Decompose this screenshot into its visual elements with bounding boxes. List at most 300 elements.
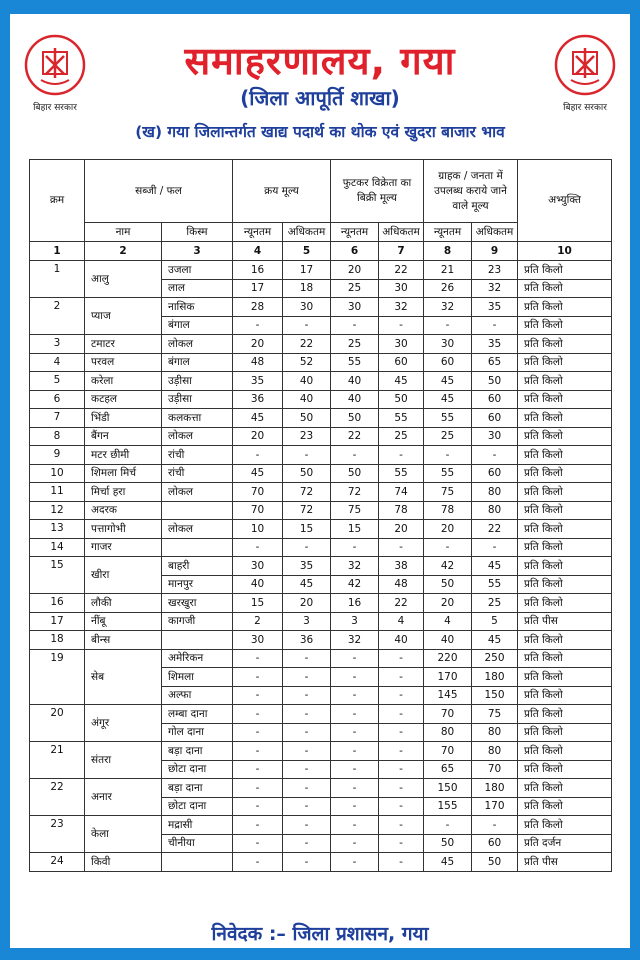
price-cell: 75	[472, 705, 518, 724]
variety-cell: मानपुर	[162, 575, 233, 594]
variety-cell: उजला	[162, 261, 233, 280]
emblem-caption: बिहार सरकार	[33, 103, 77, 113]
price-cell: -	[379, 760, 424, 779]
price-cell: 32	[331, 557, 379, 576]
price-cell: 40	[283, 372, 331, 391]
price-cell: 50	[424, 834, 472, 853]
price-cell: 32	[331, 631, 379, 650]
table-header-row	[30, 160, 612, 223]
price-cell: -	[331, 742, 379, 761]
price-cell: 48	[379, 575, 424, 594]
price-cell: 55	[379, 464, 424, 483]
price-cell: 50	[424, 575, 472, 594]
price-cell: 80	[472, 723, 518, 742]
table-body	[30, 261, 612, 872]
price-cell: -	[233, 705, 283, 724]
unit-cell: प्रति किलो	[518, 575, 612, 594]
col-name: नाम	[85, 223, 162, 242]
unit-cell: प्रति किलो	[518, 483, 612, 502]
price-cell: -	[472, 446, 518, 465]
col-max: अधिकतम	[283, 223, 331, 242]
table-row	[30, 353, 612, 372]
variety-cell	[162, 501, 233, 520]
price-cell: 30	[472, 427, 518, 446]
price-cell: -	[283, 668, 331, 687]
price-cell: 22	[283, 335, 331, 354]
price-cell: 50	[379, 390, 424, 409]
serial-cell: 11	[30, 483, 85, 502]
unit-cell: प्रति किलो	[518, 372, 612, 391]
serial-cell: 13	[30, 520, 85, 539]
price-cell: 42	[331, 575, 379, 594]
price-cell: 17	[283, 261, 331, 280]
price-cell: 35	[472, 335, 518, 354]
item-name-cell: नींबू	[85, 612, 162, 631]
unit-cell: प्रति पीस	[518, 853, 612, 872]
bihar-emblem-icon	[554, 34, 616, 96]
unit-cell: प्रति किलो	[518, 797, 612, 816]
unit-cell: प्रति किलो	[518, 594, 612, 613]
col-number: 8	[424, 242, 472, 261]
price-cell: 78	[379, 501, 424, 520]
unit-cell: प्रति किलो	[518, 279, 612, 298]
price-cell: 3	[283, 612, 331, 631]
col-number: 6	[331, 242, 379, 261]
price-cell: 45	[472, 557, 518, 576]
serial-cell: 17	[30, 612, 85, 631]
price-cell: 40	[283, 390, 331, 409]
price-cell: -	[283, 649, 331, 668]
page-subtitle: (जिला आपूर्ति शाखा)	[240, 86, 400, 110]
price-cell: -	[331, 316, 379, 335]
table-heading: (ख) गया जिलान्तर्गत खाद्य पदार्थ का थोक एवं खुदरा बाजार भाव	[135, 123, 505, 141]
table-row	[30, 742, 612, 761]
table-row	[30, 261, 612, 280]
price-cell: 70	[424, 705, 472, 724]
variety-cell	[162, 631, 233, 650]
price-cell: 28	[233, 298, 283, 317]
unit-cell: प्रति किलो	[518, 446, 612, 465]
serial-cell: 18	[30, 631, 85, 650]
unit-cell: प्रति किलो	[518, 335, 612, 354]
price-cell: -	[283, 686, 331, 705]
footer-note: निवेदक :– जिला प्रशासन, गया	[211, 923, 429, 945]
price-cell: 32	[379, 298, 424, 317]
price-cell: 180	[472, 668, 518, 687]
col-number: 10	[518, 242, 612, 261]
serial-cell: 10	[30, 464, 85, 483]
price-cell: -	[472, 538, 518, 557]
variety-cell	[162, 853, 233, 872]
price-cell: -	[331, 816, 379, 835]
price-cell: 45	[424, 853, 472, 872]
price-cell: 50	[283, 409, 331, 428]
price-cell: -	[379, 816, 424, 835]
price-cell: 70	[233, 483, 283, 502]
price-cell: -	[283, 742, 331, 761]
price-cell: 80	[472, 483, 518, 502]
price-cell: -	[233, 834, 283, 853]
price-cell: 16	[233, 261, 283, 280]
price-cell: 15	[233, 594, 283, 613]
price-cell: -	[233, 316, 283, 335]
price-cell: -	[283, 705, 331, 724]
price-cell: 50	[472, 372, 518, 391]
price-cell: -	[283, 316, 331, 335]
price-cell: -	[283, 834, 331, 853]
table-row	[30, 464, 612, 483]
item-name-cell: पत्तागोभी	[85, 520, 162, 539]
price-cell: 65	[472, 353, 518, 372]
serial-cell: 16	[30, 594, 85, 613]
price-cell: 50	[472, 853, 518, 872]
variety-cell: लम्बा दाना	[162, 705, 233, 724]
serial-cell: 21	[30, 742, 85, 779]
price-cell: 170	[424, 668, 472, 687]
col-min: न्यूनतम	[424, 223, 472, 242]
price-cell: -	[233, 649, 283, 668]
variety-cell: लोकल	[162, 335, 233, 354]
price-cell: 20	[379, 520, 424, 539]
price-cell: -	[472, 316, 518, 335]
price-cell: 35	[472, 298, 518, 317]
price-cell: -	[379, 705, 424, 724]
variety-cell: बंगाल	[162, 353, 233, 372]
col-consumer-price: ग्राहक / जनता में उपलब्ध कराये जाने वाले मूल्य	[424, 160, 518, 223]
price-cell: 20	[233, 335, 283, 354]
price-cell: 60	[472, 834, 518, 853]
price-cell: -	[233, 686, 283, 705]
price-cell: 30	[283, 298, 331, 317]
price-cell: -	[379, 853, 424, 872]
price-cell: -	[283, 760, 331, 779]
price-cell: 30	[379, 335, 424, 354]
variety-cell: मद्रासी	[162, 816, 233, 835]
unit-cell: प्रति किलो	[518, 427, 612, 446]
price-cell: 25	[379, 427, 424, 446]
price-cell: 150	[424, 779, 472, 798]
price-cell: 80	[472, 501, 518, 520]
price-cell: -	[233, 668, 283, 687]
unit-cell: प्रति किलो	[518, 298, 612, 317]
price-cell: 48	[233, 353, 283, 372]
serial-cell: 23	[30, 816, 85, 853]
serial-cell: 14	[30, 538, 85, 557]
price-cell: 155	[424, 797, 472, 816]
table-row	[30, 816, 612, 835]
price-cell: 80	[472, 742, 518, 761]
price-cell: 15	[331, 520, 379, 539]
unit-cell: प्रति किलो	[518, 649, 612, 668]
price-cell: 16	[331, 594, 379, 613]
variety-cell: अमेरिकन	[162, 649, 233, 668]
price-cell: -	[233, 797, 283, 816]
price-cell: 20	[233, 427, 283, 446]
price-cell: 75	[331, 501, 379, 520]
price-cell: -	[331, 723, 379, 742]
unit-cell: प्रति किलो	[518, 779, 612, 798]
variety-cell: लोकल	[162, 483, 233, 502]
price-cell: -	[331, 649, 379, 668]
variety-cell: उड़ीसा	[162, 390, 233, 409]
price-cell: 30	[233, 557, 283, 576]
price-cell: 4	[379, 612, 424, 631]
variety-cell: बड़ा दाना	[162, 742, 233, 761]
item-name-cell: भिंडी	[85, 409, 162, 428]
variety-cell: लोकल	[162, 427, 233, 446]
table-row	[30, 427, 612, 446]
variety-cell: अल्फा	[162, 686, 233, 705]
price-cell: 42	[424, 557, 472, 576]
item-name-cell: अनार	[85, 779, 162, 816]
variety-cell: छोटा दाना	[162, 760, 233, 779]
variety-cell: शिमला	[162, 668, 233, 687]
price-cell: -	[331, 668, 379, 687]
price-cell: -	[233, 742, 283, 761]
table-row	[30, 612, 612, 631]
unit-cell: प्रति दर्जन	[518, 834, 612, 853]
price-cell: -	[233, 853, 283, 872]
item-name-cell: लौकी	[85, 594, 162, 613]
unit-cell: प्रति किलो	[518, 760, 612, 779]
col-number: 2	[85, 242, 162, 261]
item-name-cell: अंगूर	[85, 705, 162, 742]
serial-cell: 7	[30, 409, 85, 428]
col-number: 5	[283, 242, 331, 261]
table-row	[30, 538, 612, 557]
item-name-cell: बैंगन	[85, 427, 162, 446]
item-name-cell: परवल	[85, 353, 162, 372]
price-cell: -	[283, 723, 331, 742]
price-cell: 50	[331, 464, 379, 483]
price-cell: -	[331, 538, 379, 557]
serial-cell: 5	[30, 372, 85, 391]
price-cell: 38	[379, 557, 424, 576]
page-header	[10, 14, 630, 154]
price-cell: 25	[331, 335, 379, 354]
price-cell: 30	[331, 298, 379, 317]
item-name-cell: अदरक	[85, 501, 162, 520]
price-cell: -	[283, 853, 331, 872]
price-cell: 50	[331, 409, 379, 428]
price-cell: 40	[379, 631, 424, 650]
col-number: 9	[472, 242, 518, 261]
col-purchase-price: क्रय मूल्य	[233, 160, 331, 223]
price-cell: -	[379, 834, 424, 853]
price-cell: 75	[424, 483, 472, 502]
price-cell: 22	[379, 261, 424, 280]
price-cell: 20	[283, 594, 331, 613]
price-cell: 30	[233, 631, 283, 650]
unit-cell: प्रति किलो	[518, 316, 612, 335]
price-cell: -	[424, 446, 472, 465]
item-name-cell: केला	[85, 816, 162, 853]
variety-cell: चीनीया	[162, 834, 233, 853]
price-cell: -	[331, 446, 379, 465]
price-cell: 32	[472, 279, 518, 298]
price-cell: 22	[472, 520, 518, 539]
price-cell: 55	[424, 409, 472, 428]
price-cell: 50	[283, 464, 331, 483]
bihar-emblem-right	[554, 34, 616, 113]
price-cell: -	[331, 760, 379, 779]
price-cell: -	[283, 816, 331, 835]
price-cell: -	[283, 538, 331, 557]
variety-cell	[162, 538, 233, 557]
price-cell: -	[379, 649, 424, 668]
serial-cell: 4	[30, 353, 85, 372]
price-cell: 45	[424, 372, 472, 391]
col-retail-price: फुटकर विक्रेता का बिक्री मूल्य	[331, 160, 424, 223]
item-name-cell: खीरा	[85, 557, 162, 594]
price-cell: 70	[472, 760, 518, 779]
item-name-cell: टमाटर	[85, 335, 162, 354]
price-cell: -	[233, 538, 283, 557]
price-cell: -	[424, 816, 472, 835]
price-cell: 150	[472, 686, 518, 705]
price-cell: -	[331, 779, 379, 798]
price-cell: 40	[424, 631, 472, 650]
variety-cell: लोकल	[162, 520, 233, 539]
item-name-cell: किवी	[85, 853, 162, 872]
price-cell: 55	[472, 575, 518, 594]
unit-cell: प्रति किलो	[518, 409, 612, 428]
price-cell: 55	[379, 409, 424, 428]
price-cell: 2	[233, 612, 283, 631]
variety-cell: नासिक	[162, 298, 233, 317]
unit-cell: प्रति किलो	[518, 742, 612, 761]
price-cell: -	[379, 779, 424, 798]
item-name-cell: आलु	[85, 261, 162, 298]
price-cell: -	[379, 668, 424, 687]
price-cell: -	[283, 446, 331, 465]
item-name-cell: गाजर	[85, 538, 162, 557]
item-name-cell: बीन्स	[85, 631, 162, 650]
price-cell: -	[379, 723, 424, 742]
price-cell: 15	[283, 520, 331, 539]
price-cell: 72	[283, 483, 331, 502]
price-cell: 3	[331, 612, 379, 631]
serial-cell: 6	[30, 390, 85, 409]
table-row	[30, 594, 612, 613]
price-cell: 45	[283, 575, 331, 594]
price-cell: -	[379, 316, 424, 335]
variety-cell: रांची	[162, 446, 233, 465]
variety-cell: लाल	[162, 279, 233, 298]
table-row	[30, 372, 612, 391]
price-cell: 36	[283, 631, 331, 650]
price-cell: 20	[424, 594, 472, 613]
notice-sheet	[10, 14, 630, 948]
variety-cell: कलकत्ता	[162, 409, 233, 428]
unit-cell: प्रति किलो	[518, 816, 612, 835]
price-cell: -	[472, 816, 518, 835]
price-cell: 60	[379, 353, 424, 372]
table-row	[30, 557, 612, 576]
col-variety: किस्म	[162, 223, 233, 242]
variety-cell: रांची	[162, 464, 233, 483]
table-row	[30, 483, 612, 502]
unit-cell: प्रति किलो	[518, 705, 612, 724]
unit-cell: प्रति किलो	[518, 631, 612, 650]
variety-cell: खरखुरा	[162, 594, 233, 613]
unit-cell: प्रति किलो	[518, 520, 612, 539]
price-cell: 25	[472, 594, 518, 613]
unit-cell: प्रति किलो	[518, 390, 612, 409]
col-max: अधिकतम	[472, 223, 518, 242]
col-number: 4	[233, 242, 283, 261]
price-cell: 220	[424, 649, 472, 668]
unit-cell: प्रति किलो	[518, 668, 612, 687]
price-cell: 18	[283, 279, 331, 298]
price-cell: 23	[472, 261, 518, 280]
page-title: समाहरणालय, गया	[184, 39, 456, 83]
unit-cell: प्रति किलो	[518, 261, 612, 280]
table-row	[30, 446, 612, 465]
price-cell: -	[283, 779, 331, 798]
variety-cell: छोटा दाना	[162, 797, 233, 816]
price-cell: 60	[472, 390, 518, 409]
col-number: 1	[30, 242, 85, 261]
price-cell: 60	[424, 353, 472, 372]
item-name-cell: करेला	[85, 372, 162, 391]
price-cell: 45	[472, 631, 518, 650]
price-cell: -	[233, 816, 283, 835]
price-cell: 45	[424, 390, 472, 409]
price-cell: 45	[233, 464, 283, 483]
price-cell: -	[379, 742, 424, 761]
table-row	[30, 779, 612, 798]
serial-cell: 15	[30, 557, 85, 594]
price-cell: 72	[283, 501, 331, 520]
price-cell: -	[233, 723, 283, 742]
price-cell: 35	[233, 372, 283, 391]
price-cell: 22	[379, 594, 424, 613]
table-row	[30, 335, 612, 354]
price-cell: 70	[424, 742, 472, 761]
price-cell: 40	[331, 390, 379, 409]
serial-cell: 20	[30, 705, 85, 742]
price-cell: -	[233, 779, 283, 798]
price-cell: 20	[424, 520, 472, 539]
price-cell: -	[331, 686, 379, 705]
price-cell: 80	[424, 723, 472, 742]
table-row	[30, 649, 612, 668]
item-name-cell: प्याज	[85, 298, 162, 335]
price-cell: -	[379, 686, 424, 705]
item-name-cell: शिमला मिर्च	[85, 464, 162, 483]
serial-cell: 2	[30, 298, 85, 335]
price-cell: 180	[472, 779, 518, 798]
serial-cell: 9	[30, 446, 85, 465]
table-row	[30, 853, 612, 872]
price-cell: 10	[233, 520, 283, 539]
price-cell: 35	[283, 557, 331, 576]
col-number: 3	[162, 242, 233, 261]
col-number: 7	[379, 242, 424, 261]
unit-cell: प्रति किलो	[518, 464, 612, 483]
price-cell: -	[331, 853, 379, 872]
item-name-cell: मिर्चा हरा	[85, 483, 162, 502]
price-cell: 72	[331, 483, 379, 502]
price-cell: -	[331, 834, 379, 853]
price-cell: -	[233, 446, 283, 465]
variety-cell: बंगाल	[162, 316, 233, 335]
col-serial: क्रम	[30, 160, 85, 242]
price-cell: 25	[331, 279, 379, 298]
item-name-cell: संतरा	[85, 742, 162, 779]
serial-cell: 12	[30, 501, 85, 520]
